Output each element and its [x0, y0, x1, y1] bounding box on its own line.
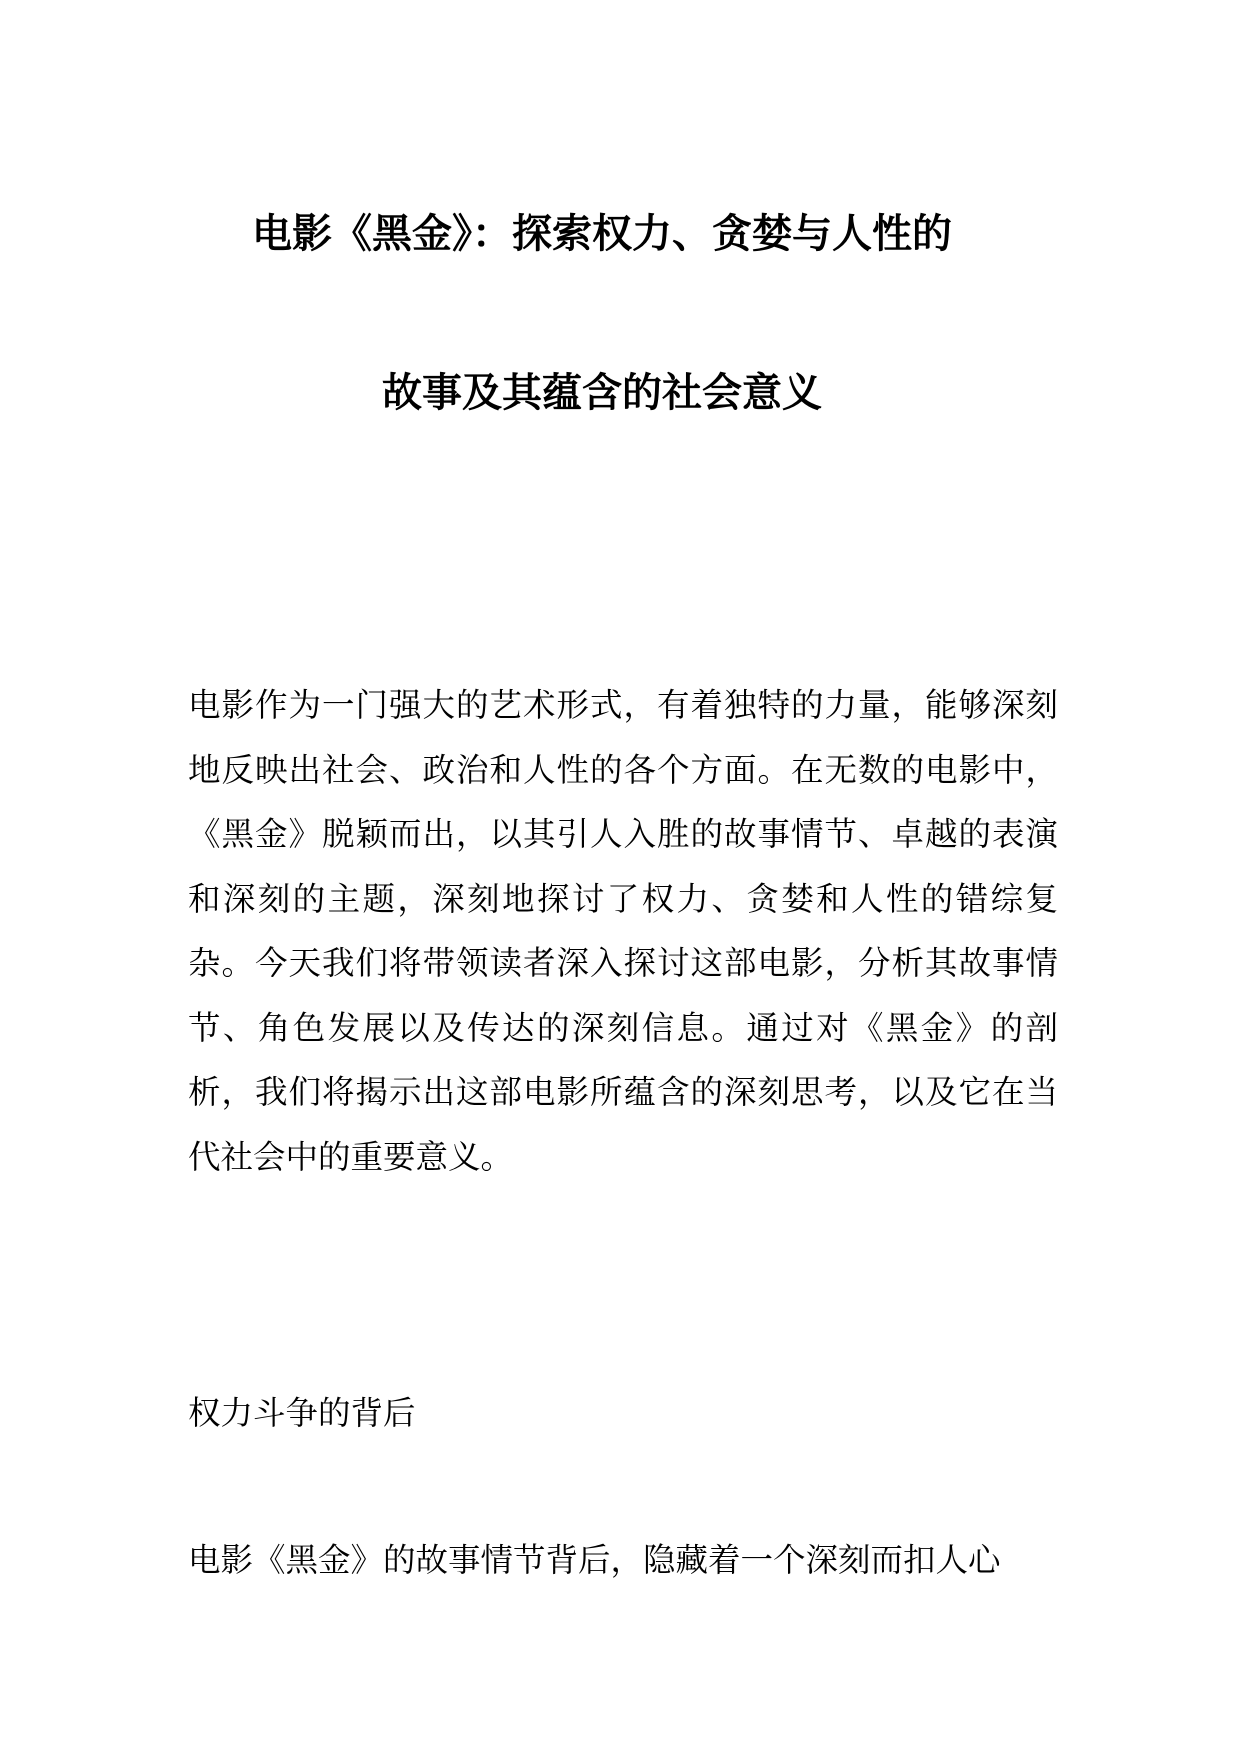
section-paragraph: 电影《黑金》的故事情节背后，隐藏着一个深刻而扣人心 [188, 1541, 1001, 1579]
section-heading: 权力斗争的背后 [188, 1394, 416, 1432]
intro-paragraph: 电影作为一门强大的艺术形式，有着独特的力量，能够深刻地反映出社会、政治和人性的各个方面。在无数的电影中，《黑金》脱颖而出，以其引人入胜的故事情节、卓越的表演和深刻的主题，深刻地探讨了权力、贪婪和人性的错综复杂。今天我们将带领读者深入探讨这部电影，分析其故事情节、角色发展以及传达的深刻信息。通过对《黑金》的剖析，我们将揭示出这部电影所蕴含的深刻思考，以及它在当代社会中的重要意义。 [188, 686, 1058, 1176]
document-title-line-1: 电影《黑金》：探索权力、贪婪与人性的 [252, 211, 952, 257]
document-title-line-2: 故事及其蕴含的社会意义 [382, 370, 822, 416]
